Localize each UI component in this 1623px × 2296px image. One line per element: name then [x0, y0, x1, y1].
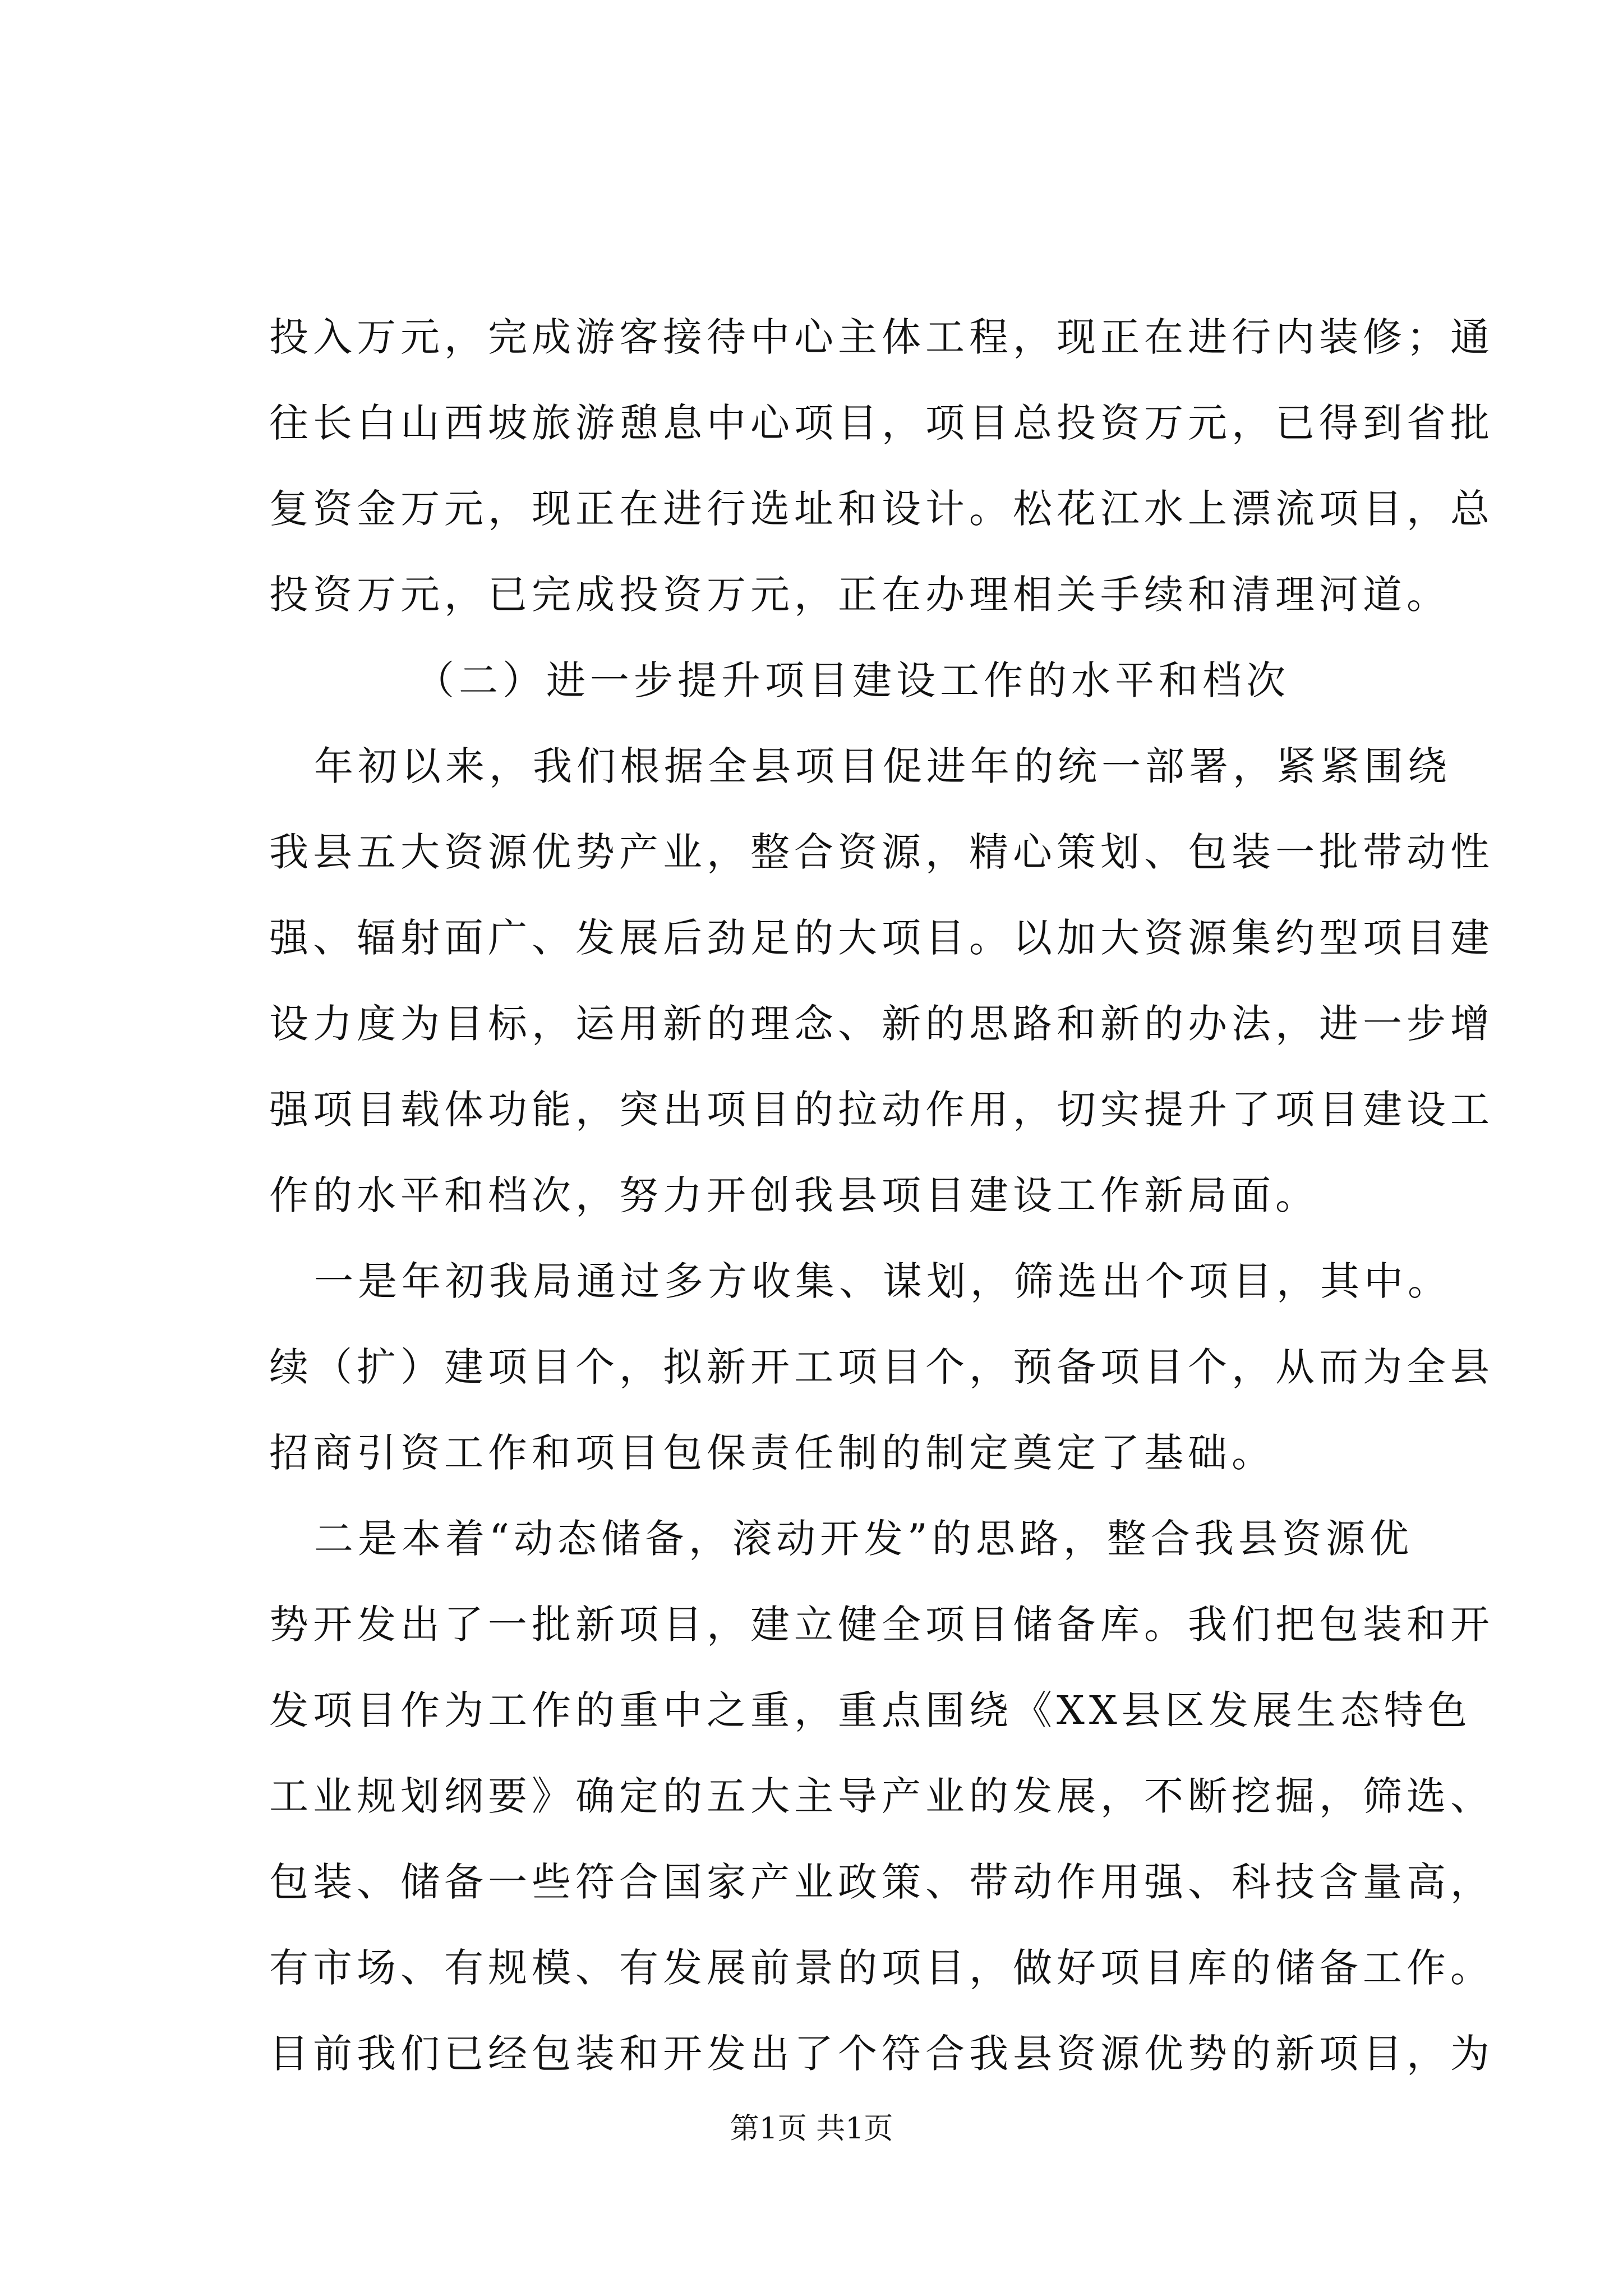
text-line: 投入万元，完成游客接待中心主体工程，现正在进行内装修；通	[269, 314, 1494, 360]
text-line: 我县五大资源优势产业，整合资源，精心策划、包装一批带动性	[269, 829, 1494, 875]
document-body	[269, 295, 1494, 2097]
section-heading: （二）进一步提升项目建设工作的水平和档次	[415, 657, 1290, 703]
text-line: 发项目作为工作的重中之重，重点围绕《XX县区发展生态特色	[269, 1687, 1472, 1733]
text-line: 往长白山西坡旅游憩息中心项目，项目总投资万元，已得到省批	[269, 400, 1494, 446]
text-line: 势开发出了一批新项目，建立健全项目储备库。我们把包装和开	[269, 1602, 1494, 1648]
text-line: 设力度为目标，运用新的理念、新的思路和新的办法，进一步增	[269, 1001, 1494, 1047]
page-number-label: 第1页 共1页	[730, 2112, 893, 2146]
text-line: 续（扩）建项目个，拟新开工项目个，预备项目个，从而为全县	[269, 1344, 1494, 1390]
text-line: 年初以来，我们根据全县项目促进年的统一部署，紧紧围绕	[314, 743, 1451, 789]
text-line: 作的水平和档次，努力开创我县项目建设工作新局面。	[269, 1172, 1319, 1218]
text-line: 目前我们已经包装和开发出了个符合我县资源优势的新项目，为	[269, 2031, 1494, 2077]
text-line: 一是年初我局通过多方收集、谋划，筛选出个项目，其中。	[314, 1258, 1451, 1304]
text-line: 包装、储备一些符合国家产业政策、带动作用强、科技含量高，	[269, 1859, 1494, 1905]
text-line: 招商引资工作和项目包保责任制的制定奠定了基础。	[269, 1430, 1275, 1476]
text-line: 工业规划纲要》确定的五大主导产业的发展，不断挖掘，筛选、	[269, 1773, 1494, 1819]
text-line: 复资金万元，现正在进行选址和设计。松花江水上漂流项目，总	[269, 486, 1494, 532]
text-line: 二是本着“动态储备，滚动开发”的思路，整合我县资源优	[314, 1516, 1413, 1562]
text-line: 有市场、有规模、有发展前景的项目，做好项目库的储备工作。	[269, 1945, 1494, 1991]
text-line: 强、辐射面广、发展后劲足的大项目。以加大资源集约型项目建	[269, 915, 1494, 961]
page-footer	[0, 2106, 1623, 2151]
text-line: 投资万元，已完成投资万元，正在办理相关手续和清理河道。	[269, 572, 1450, 618]
text-line: 强项目载体功能，突出项目的拉动作用，切实提升了项目建设工	[269, 1087, 1494, 1133]
